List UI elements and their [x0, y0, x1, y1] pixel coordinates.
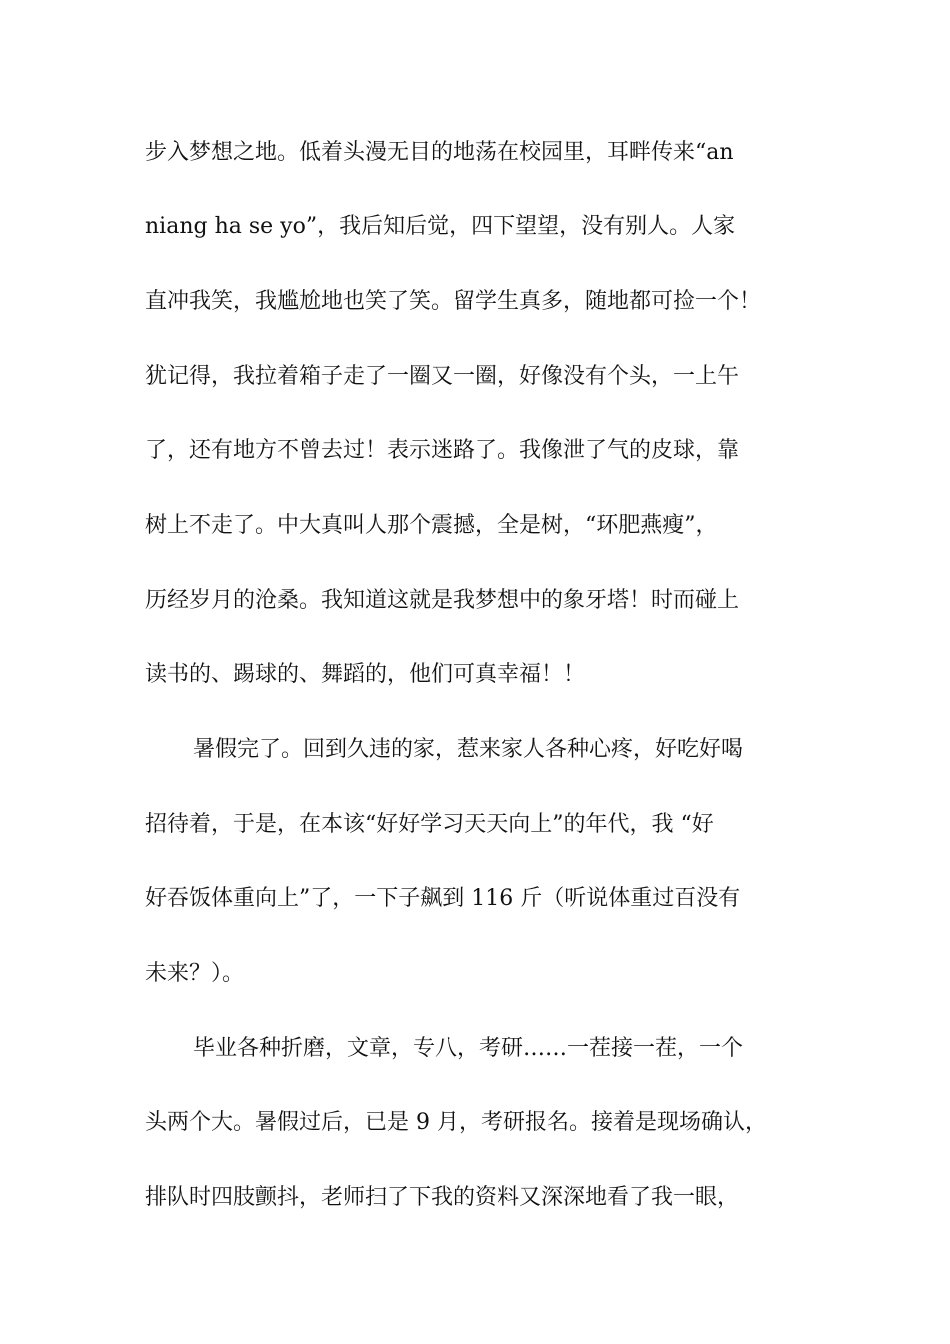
paragraph-3-line-3: 排队时四肢颤抖，老师扫了下我的资料又深深地看了我一眼，	[145, 1185, 740, 1210]
paragraph-3-line-1: 毕业各种折磨，文章，专八，考研……一茬接一茬，一个	[193, 1036, 744, 1061]
paragraph-2-line-1: 暑假完了。回到久违的家，惹来家人各种心疼，好吃好喝	[193, 737, 744, 762]
paragraph-2-line-2: 招待着，于是，在本该“好好学习天天向上”的年代，我 “好	[145, 812, 714, 837]
text-line-5: 了，还有地方不曾去过！表示迷路了。我像泄了气的皮球，靠	[145, 438, 740, 463]
text-line-2: niang ha se yo”，我后知后觉，四下望望，没有别人。人家	[145, 214, 736, 239]
paragraph-2-line-4: 未来？）。	[145, 961, 245, 986]
text-line-8: 读书的、踢球的、舞蹈的，他们可真幸福！！	[145, 662, 586, 687]
text-line-4: 犹记得，我拉着箱子走了一圈又一圈，好像没有个头，一上午	[145, 364, 740, 389]
text-line-7: 历经岁月的沧桑。我知道这就是我梦想中的象牙塔！时而碰上	[145, 588, 740, 613]
text-line-3: 直冲我笑，我尴尬地也笑了笑。留学生真多，随地都可捡一个！	[145, 289, 762, 314]
paragraph-2-line-3: 好吞饭体重向上”了，一下子飙到 116 斤（听说体重过百没有	[145, 886, 741, 911]
text-line-6: 树上不走了。中大真叫人那个震撼，全是树，“环肥燕瘦”，	[145, 513, 718, 538]
text-line-1: 步入梦想之地。低着头漫无目的地荡在校园里，耳畔传来“an	[145, 140, 734, 165]
paragraph-3-line-2: 头两个大。暑假过后，已是 9 月，考研报名。接着是现场确认，	[145, 1110, 767, 1135]
